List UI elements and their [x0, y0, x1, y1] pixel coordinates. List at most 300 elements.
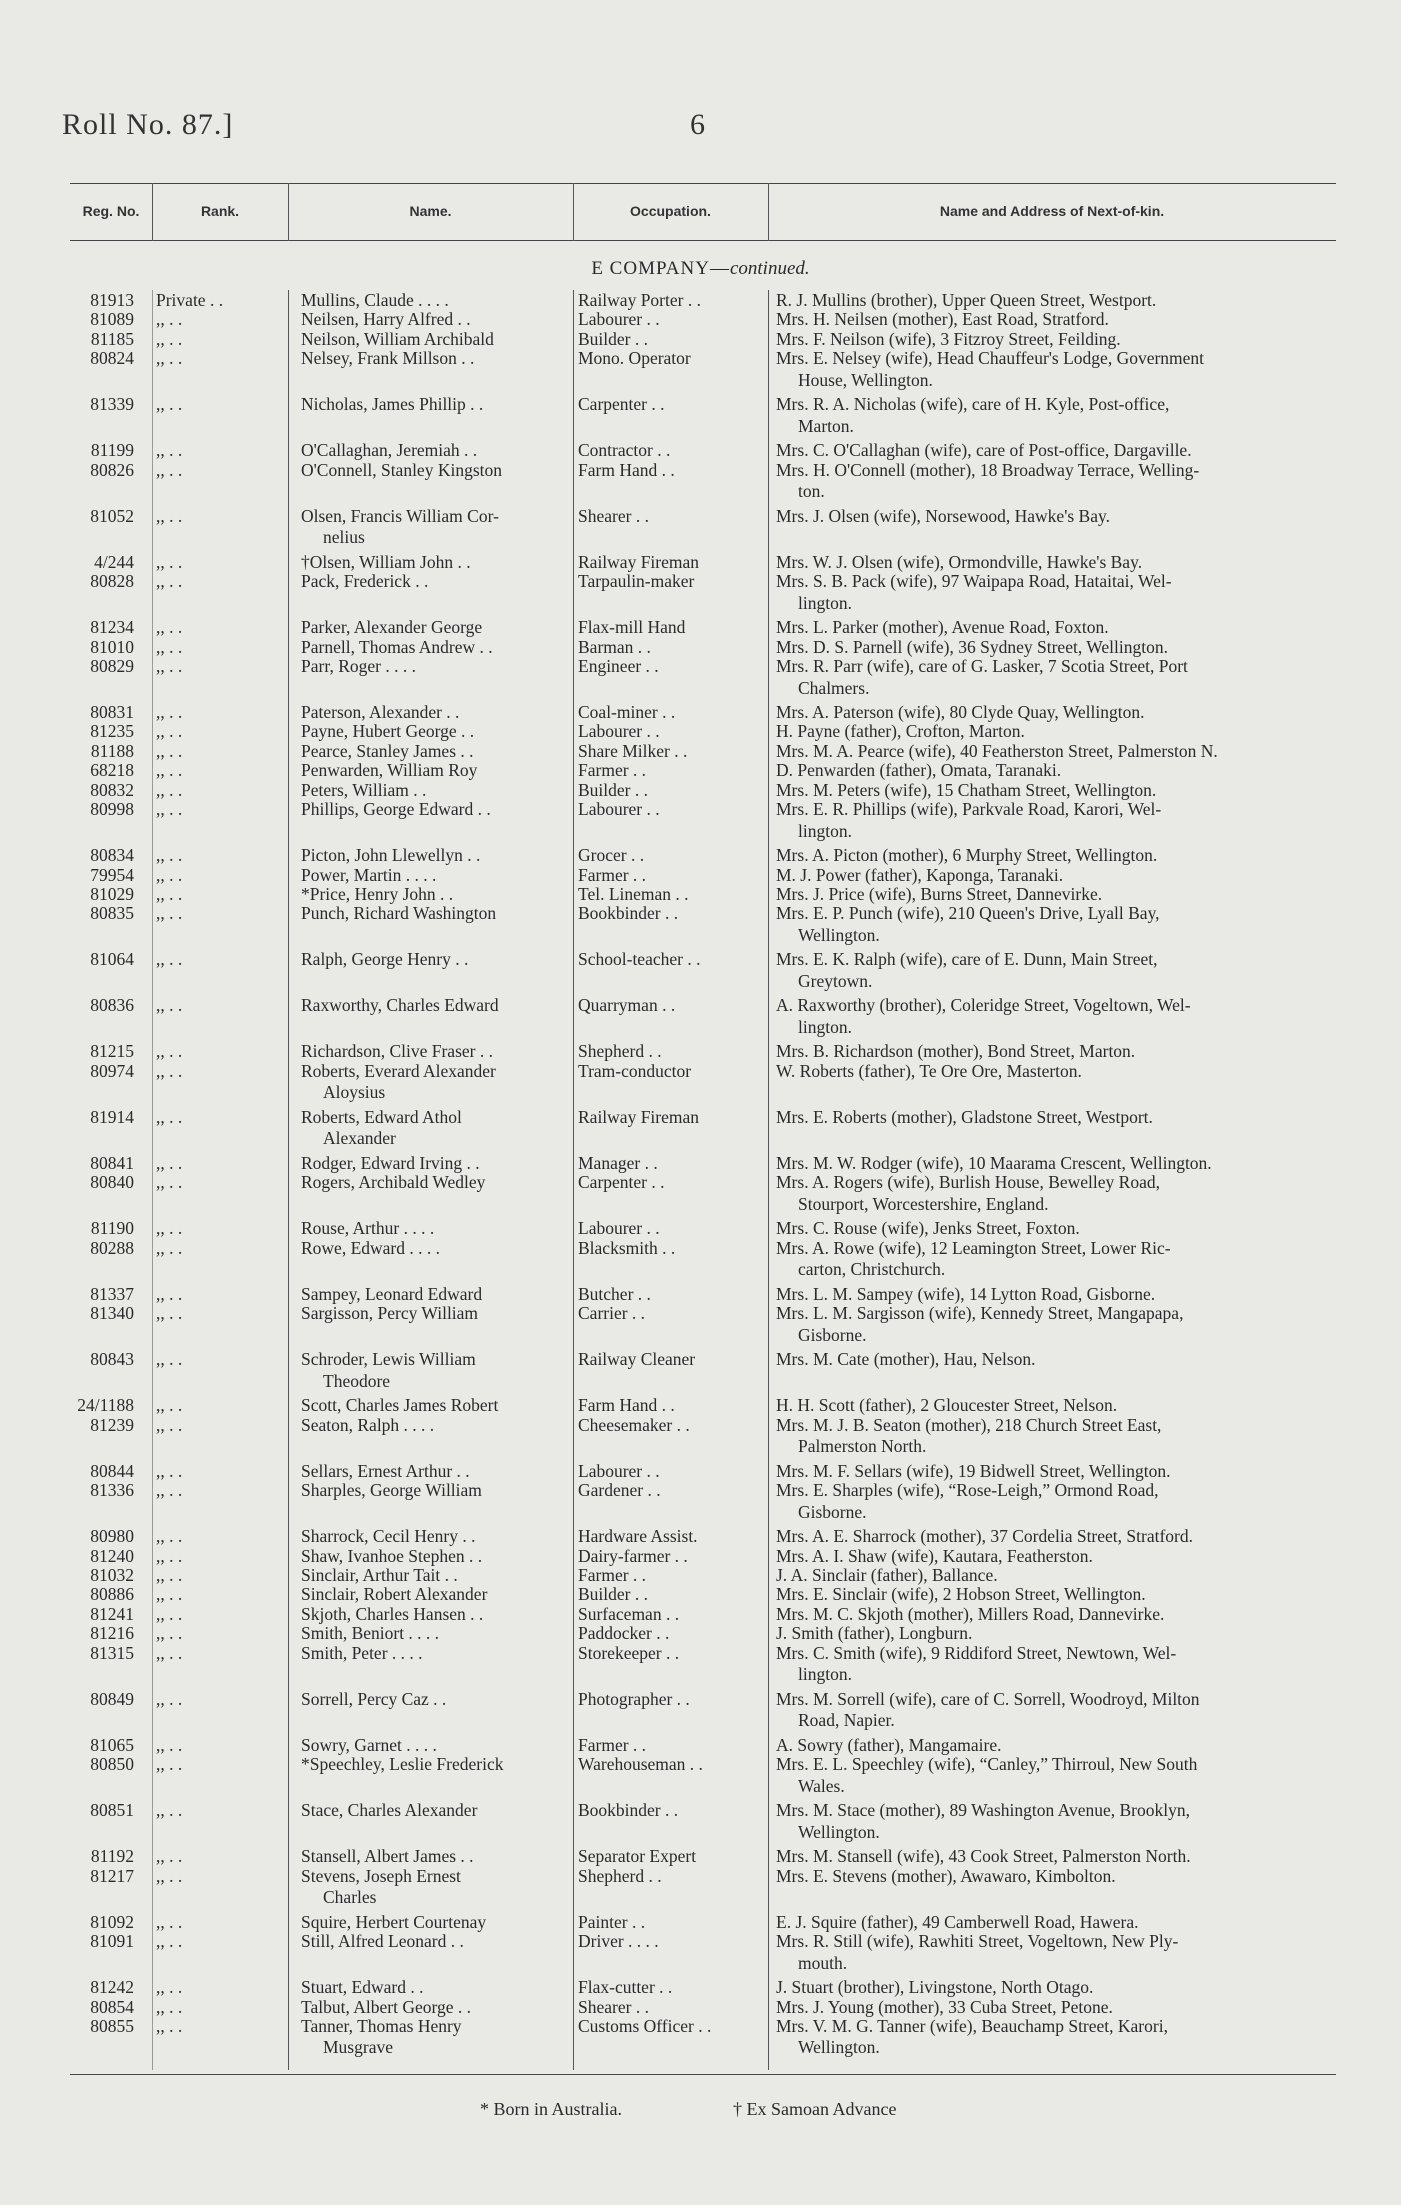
- next-of-kin-cell-text: J. Stuart (brother), Livingstone, North Otago.: [776, 1977, 1094, 1998]
- reg-no-cell: [50, 1041, 134, 1063]
- occupation-cell-text: Storekeeper . .: [578, 1642, 680, 1663]
- reg-no-cell-text: 68218: [90, 760, 134, 781]
- name-cell-text: Roberts, Everard Alexander: [301, 1060, 496, 1081]
- name-cell: [301, 1303, 569, 1325]
- name-cell: [301, 1565, 569, 1587]
- next-of-kin-cell-text: Mrs. H. Neilsen (mother), East Road, Stratford.: [776, 309, 1109, 330]
- reg-no-cell: [50, 1800, 134, 1822]
- occupation-cell-text: Farm Hand . .: [578, 459, 675, 480]
- next-of-kin-cell: [776, 1415, 1346, 1458]
- reg-no-cell: [50, 1172, 134, 1194]
- rank-cell-text: ,, . .: [156, 1565, 183, 1586]
- next-of-kin-cell-continuation: lington.: [798, 1016, 852, 1037]
- next-of-kin-cell-text: Mrs. L. Parker (mother), Avenue Road, Foxton.: [776, 617, 1109, 638]
- reg-no-cell: [50, 702, 134, 724]
- name-cell: [301, 1997, 569, 2019]
- occupation-cell-text: Bookbinder . .: [578, 903, 679, 924]
- reg-no-cell: [50, 1415, 134, 1437]
- occupation-cell: [578, 1689, 763, 1711]
- reg-no-cell: [50, 903, 134, 925]
- occupation-cell-text: Hardware Assist.: [578, 1526, 698, 1547]
- reg-no-cell-text: 81217: [90, 1865, 134, 1886]
- col-header-rank: Rank.: [200, 203, 240, 219]
- rank-cell-text: ,, . .: [156, 845, 183, 866]
- rank-cell-text: ,, . .: [156, 949, 183, 970]
- rank-cell-text: ,, . .: [156, 1106, 183, 1127]
- next-of-kin-cell: [776, 721, 1346, 743]
- next-of-kin-cell-text: Mrs. W. J. Olsen (wife), Ormondville, Hawke's Bay.: [776, 551, 1143, 572]
- rank-cell: [156, 1153, 286, 1175]
- reg-no-cell-text: 81064: [90, 949, 134, 970]
- rank-cell-text: ,, . .: [156, 779, 183, 800]
- reg-no-cell: [50, 1735, 134, 1757]
- rank-cell-text: ,, . .: [156, 328, 183, 349]
- occupation-cell-text: Grocer . .: [578, 845, 645, 866]
- name-cell-text: Olsen, Francis William Cor-: [301, 505, 499, 526]
- next-of-kin-cell: [776, 1997, 1346, 2019]
- occupation-cell: [578, 995, 763, 1017]
- reg-no-cell-text: 80824: [90, 348, 134, 369]
- name-cell: [301, 290, 569, 312]
- name-cell-text: Pack, Frederick . .: [301, 571, 429, 592]
- reg-no-cell: [50, 1238, 134, 1260]
- name-cell: [301, 1461, 569, 1483]
- next-of-kin-cell: [776, 1153, 1346, 1175]
- reg-no-cell: [50, 1754, 134, 1776]
- reg-no-cell-text: 81091: [90, 1931, 134, 1952]
- reg-no-cell-text: 80886: [90, 1584, 134, 1605]
- reg-no-cell-text: 81914: [90, 1106, 134, 1127]
- rank-cell-text: ,, . .: [156, 1414, 183, 1435]
- reg-no-cell-text: 80841: [90, 1152, 134, 1173]
- name-cell-text: Penwarden, William Roy: [301, 760, 478, 781]
- next-of-kin-cell-text: Mrs. A. Picton (mother), 6 Murphy Street, Wellington.: [776, 845, 1158, 866]
- name-cell: [301, 348, 569, 370]
- rank-cell-text: Private . .: [156, 290, 224, 310]
- next-of-kin-cell-text: Mrs. E. Stevens (mother), Awawaro, Kimbolton.: [776, 1865, 1116, 1886]
- name-cell-text: Picton, John Llewellyn . .: [301, 845, 481, 866]
- next-of-kin-cell-continuation: mouth.: [798, 1952, 848, 1973]
- reg-no-cell-text: 79954: [90, 864, 134, 885]
- name-cell-text: Payne, Hubert George . .: [301, 721, 475, 742]
- reg-no-cell: [50, 656, 134, 678]
- rank-cell: [156, 394, 286, 416]
- rank-cell: [156, 903, 286, 925]
- occupation-cell-text: Farmer . .: [578, 1565, 647, 1586]
- next-of-kin-cell: [776, 348, 1346, 391]
- occupation-cell-text: Shepherd . .: [578, 1865, 662, 1886]
- occupation-cell: [578, 1846, 763, 1868]
- name-cell: [301, 1349, 569, 1392]
- name-cell-text: Sinclair, Arthur Tait . .: [301, 1565, 458, 1586]
- next-of-kin-cell-text: Mrs. J. Young (mother), 33 Cuba Street, Petone.: [776, 1996, 1113, 2017]
- rank-cell-text: ,, . .: [156, 799, 183, 820]
- next-of-kin-cell-continuation: Palmerston North.: [798, 1436, 927, 1457]
- rank-cell-text: ,, . .: [156, 1283, 183, 1304]
- next-of-kin-cell: [776, 1584, 1346, 1606]
- next-of-kin-cell-continuation: carton, Christchurch.: [798, 1259, 946, 1280]
- next-of-kin-cell: [776, 552, 1346, 574]
- occupation-cell: [578, 506, 763, 528]
- reg-no-cell: [50, 552, 134, 574]
- occupation-cell: [578, 290, 763, 312]
- name-cell: [301, 1977, 569, 1999]
- occupation-cell-text: Contractor . .: [578, 440, 671, 461]
- rank-cell-text: ,, . .: [156, 1041, 183, 1062]
- rank-cell: [156, 1846, 286, 1868]
- next-of-kin-cell: [776, 571, 1346, 614]
- rank-cell: [156, 1977, 286, 1999]
- occupation-cell-text: Shepherd . .: [578, 1041, 662, 1062]
- next-of-kin-cell-text: Mrs. A. E. Sharrock (mother), 37 Cordelia Street, Stratford.: [776, 1526, 1193, 1547]
- rank-cell: [156, 440, 286, 462]
- name-cell-text: Rodger, Edward Irving . .: [301, 1152, 480, 1173]
- rank-cell-text: ,, . .: [156, 1800, 183, 1821]
- occupation-cell-text: Builder . .: [578, 1584, 648, 1605]
- next-of-kin-cell-text: Mrs. E. Nelsey (wife), Head Chauffeur's Lodge, Government: [776, 348, 1205, 369]
- rank-cell-text: ,, . .: [156, 1603, 183, 1624]
- occupation-cell-text: Manager . .: [578, 1152, 658, 1173]
- rank-cell: [156, 2016, 286, 2038]
- occupation-cell: [578, 1565, 763, 1587]
- reg-no-cell: [50, 1303, 134, 1325]
- next-of-kin-cell: [776, 329, 1346, 351]
- rank-cell: [156, 1526, 286, 1548]
- name-cell: [301, 394, 569, 416]
- next-of-kin-cell-text: Mrs. R. Parr (wife), care of G. Lasker, 7 Scotia Street, Port: [776, 656, 1188, 677]
- rank-cell: [156, 1238, 286, 1260]
- rank-cell: [156, 1866, 286, 1888]
- occupation-cell: [578, 1041, 763, 1063]
- occupation-cell-text: Tram-conductor: [578, 1060, 692, 1081]
- occupation-cell-text: Separator Expert: [578, 1846, 697, 1867]
- occupation-cell: [578, 1912, 763, 1934]
- occupation-cell-text: Barman . .: [578, 636, 651, 657]
- reg-no-cell: [50, 1846, 134, 1868]
- next-of-kin-cell-text: Mrs. J. Olsen (wife), Norsewood, Hawke's Bay.: [776, 505, 1110, 526]
- reg-no-cell: [50, 440, 134, 462]
- rank-cell-text: ,, . .: [156, 1623, 183, 1644]
- body-rule-name: [288, 290, 289, 2070]
- name-cell-text: Shaw, Ivanhoe Stephen . .: [301, 1545, 483, 1566]
- next-of-kin-cell-text: Mrs. E. Sharples (wife), “Rose-Leigh,” Ormond Road,: [776, 1480, 1159, 1501]
- name-cell-text: Neilsen, Harry Alfred . .: [301, 309, 471, 330]
- name-cell-text: Pearce, Stanley James . .: [301, 740, 474, 761]
- next-of-kin-cell-text: Mrs. B. Richardson (mother), Bond Street, Marton.: [776, 1041, 1136, 1062]
- occupation-cell: [578, 552, 763, 574]
- occupation-cell: [578, 903, 763, 925]
- name-cell: [301, 884, 569, 906]
- next-of-kin-cell-text: Mrs. A. Rogers (wife), Burlish House, Bewelley Road,: [776, 1172, 1160, 1193]
- occupation-cell-text: Gardener . .: [578, 1480, 661, 1501]
- reg-no-cell-text: 81241: [90, 1603, 134, 1624]
- rank-cell: [156, 1415, 286, 1437]
- occupation-cell-text: Cheesemaker . .: [578, 1414, 690, 1435]
- next-of-kin-cell: [776, 760, 1346, 782]
- next-of-kin-cell: [776, 1461, 1346, 1483]
- name-cell-text: Stevens, Joseph Ernest: [301, 1865, 461, 1886]
- rank-cell-text: ,, . .: [156, 1349, 183, 1370]
- reg-no-cell: [50, 1218, 134, 1240]
- reg-no-cell-text: 81242: [90, 1977, 134, 1998]
- name-cell: [301, 506, 569, 549]
- reg-no-cell-text: 80851: [90, 1800, 134, 1821]
- rank-cell-text: ,, . .: [156, 1996, 183, 2017]
- occupation-cell: [578, 637, 763, 659]
- rank-cell: [156, 329, 286, 351]
- occupation-cell: [578, 440, 763, 462]
- section-heading: [0, 258, 1401, 280]
- name-cell: [301, 2016, 569, 2059]
- name-cell: [301, 845, 569, 867]
- occupation-cell: [578, 949, 763, 971]
- next-of-kin-cell: [776, 741, 1346, 763]
- next-of-kin-cell: [776, 1395, 1346, 1417]
- occupation-cell: [578, 1623, 763, 1645]
- occupation-cell: [578, 799, 763, 821]
- reg-no-cell: [50, 721, 134, 743]
- reg-no-cell: [50, 1689, 134, 1711]
- name-cell-text: O'Callaghan, Jeremiah . .: [301, 440, 478, 461]
- occupation-cell: [578, 845, 763, 867]
- occupation-cell: [578, 760, 763, 782]
- reg-no-cell-text: 80834: [90, 845, 134, 866]
- reg-no-cell-text: 81192: [90, 1846, 134, 1867]
- name-cell-text: Peters, William . .: [301, 779, 427, 800]
- next-of-kin-cell-continuation: House, Wellington.: [798, 369, 933, 390]
- occupation-cell: [578, 394, 763, 416]
- name-cell: [301, 1041, 569, 1063]
- next-of-kin-cell-text: Mrs. C. O'Callaghan (wife), care of Post-office, Dargaville.: [776, 440, 1192, 461]
- rank-cell-text: ,, . .: [156, 571, 183, 592]
- occupation-cell-text: Shearer . .: [578, 505, 649, 526]
- next-of-kin-cell-text: R. J. Mullins (brother), Upper Queen Street, Westport.: [776, 290, 1157, 310]
- next-of-kin-cell-text: Mrs. D. S. Parnell (wife), 36 Sydney Street, Wellington.: [776, 636, 1168, 657]
- name-cell-text: Stansell, Albert James . .: [301, 1846, 474, 1867]
- rank-cell: [156, 721, 286, 743]
- occupation-cell: [578, 1643, 763, 1665]
- reg-no-cell: [50, 1604, 134, 1626]
- next-of-kin-cell-text: Mrs. E. Roberts (mother), Gladstone Street, Westport.: [776, 1106, 1153, 1127]
- reg-no-cell: [50, 741, 134, 763]
- reg-no-cell: [50, 290, 134, 312]
- next-of-kin-cell: [776, 637, 1346, 659]
- rank-cell-text: ,, . .: [156, 1526, 183, 1547]
- rank-cell-text: ,, . .: [156, 348, 183, 369]
- next-of-kin-cell-text: Mrs. V. M. G. Tanner (wife), Beauchamp Street, Karori,: [776, 2015, 1168, 2036]
- reg-no-cell-text: 81089: [90, 309, 134, 330]
- name-cell-continuation: Aloysius: [323, 1082, 386, 1103]
- next-of-kin-cell-text: D. Penwarden (father), Omata, Taranaki.: [776, 760, 1062, 781]
- reg-no-cell: [50, 1107, 134, 1129]
- rank-cell: [156, 1912, 286, 1934]
- reg-no-cell-text: 80998: [90, 799, 134, 820]
- name-cell-text: Still, Alfred Leonard . .: [301, 1931, 464, 1952]
- name-cell: [301, 1238, 569, 1260]
- name-cell: [301, 721, 569, 743]
- name-cell: [301, 552, 569, 574]
- reg-no-cell-text: 81339: [90, 394, 134, 415]
- next-of-kin-cell: [776, 617, 1346, 639]
- reg-no-cell: [50, 1480, 134, 1502]
- section-subtitle: continued.: [729, 258, 810, 279]
- name-cell: [301, 1754, 569, 1776]
- occupation-cell-text: Photographer . .: [578, 1688, 690, 1709]
- occupation-cell: [578, 1977, 763, 1999]
- rank-cell: [156, 995, 286, 1017]
- occupation-cell: [578, 1395, 763, 1417]
- reg-no-cell-text: 81052: [90, 505, 134, 526]
- reg-no-cell: [50, 394, 134, 416]
- reg-no-cell: [50, 845, 134, 867]
- name-cell: [301, 741, 569, 763]
- rank-cell: [156, 348, 286, 370]
- next-of-kin-cell-text: Mrs. C. Rouse (wife), Jenks Street, Foxton.: [776, 1218, 1080, 1239]
- next-of-kin-cell-text: A. Raxworthy (brother), Coleridge Street, Vogeltown, Wel-: [776, 995, 1191, 1016]
- occupation-cell-text: Mono. Operator: [578, 348, 691, 369]
- name-cell-text: Skjoth, Charles Hansen . .: [301, 1603, 484, 1624]
- name-cell-text: Smith, Peter . . . .: [301, 1642, 423, 1663]
- reg-no-cell-text: 81010: [90, 636, 134, 657]
- name-cell: [301, 1395, 569, 1417]
- header-rule-top: [70, 183, 1336, 184]
- rank-cell: [156, 617, 286, 639]
- name-cell-continuation: nelius: [323, 527, 365, 548]
- next-of-kin-cell-text: Mrs. S. B. Pack (wife), 97 Waipapa Road, Hataitai, Wel-: [776, 571, 1172, 592]
- name-cell: [301, 1623, 569, 1645]
- reg-no-cell-text: 81185: [90, 328, 134, 349]
- occupation-cell-text: Surfaceman . .: [578, 1603, 680, 1624]
- name-cell: [301, 1584, 569, 1606]
- rank-cell-text: ,, . .: [156, 721, 183, 742]
- name-cell: [301, 799, 569, 821]
- occupation-cell-text: Share Milker . .: [578, 740, 688, 761]
- next-of-kin-cell-text: J. Smith (father), Longburn.: [776, 1623, 973, 1644]
- next-of-kin-cell-text: Mrs. M. Peters (wife), 15 Chatham Street, Wellington.: [776, 779, 1157, 800]
- reg-no-cell: [50, 329, 134, 351]
- reg-no-cell: [50, 2016, 134, 2038]
- occupation-cell-text: Tel. Lineman . .: [578, 883, 689, 904]
- reg-no-cell: [50, 637, 134, 659]
- occupation-cell-text: Labourer . .: [578, 799, 660, 820]
- next-of-kin-cell: [776, 1754, 1346, 1797]
- next-of-kin-cell-text: M. J. Power (father), Kaponga, Taranaki.: [776, 864, 1064, 885]
- reg-no-cell-text: 80855: [90, 2015, 134, 2036]
- rank-cell: [156, 865, 286, 887]
- occupation-cell: [578, 884, 763, 906]
- rank-cell: [156, 741, 286, 763]
- rank-cell-text: ,, . .: [156, 1584, 183, 1605]
- rank-cell: [156, 571, 286, 593]
- next-of-kin-cell-text: Mrs. M. Sorrell (wife), care of C. Sorrell, Woodroyd, Milton: [776, 1688, 1200, 1709]
- name-cell-text: Sharples, George William: [301, 1480, 482, 1501]
- name-cell-continuation: Alexander: [323, 1128, 396, 1149]
- next-of-kin-cell: [776, 1565, 1346, 1587]
- name-cell: [301, 702, 569, 724]
- next-of-kin-cell-text: E. J. Squire (father), 49 Camberwell Road, Hawera.: [776, 1911, 1139, 1932]
- rank-cell-text: ,, . .: [156, 760, 183, 781]
- rank-cell-text: ,, . .: [156, 1642, 183, 1663]
- col-header-next-of-kin: Name and Address of Next-of-kin.: [939, 203, 1165, 219]
- next-of-kin-cell-text: Mrs. J. Price (wife), Burns Street, Dannevirke.: [776, 883, 1103, 904]
- occupation-cell: [578, 460, 763, 482]
- rank-cell-text: ,, . .: [156, 864, 183, 885]
- col-header-name: Name.: [409, 203, 452, 219]
- name-cell-text: Roberts, Edward Athol: [301, 1106, 462, 1127]
- next-of-kin-cell: [776, 1480, 1346, 1523]
- name-cell: [301, 995, 569, 1017]
- rank-cell: [156, 506, 286, 528]
- occupation-cell-text: Shearer . .: [578, 1996, 649, 2017]
- rank-cell: [156, 1303, 286, 1325]
- next-of-kin-cell-continuation: Gisborne.: [798, 1324, 867, 1345]
- next-of-kin-cell: [776, 1735, 1346, 1757]
- page-number: 6: [690, 108, 705, 141]
- body-rule-kin: [768, 290, 769, 2070]
- occupation-cell: [578, 1238, 763, 1260]
- name-cell-text: Sampey, Leonard Edward: [301, 1283, 483, 1304]
- next-of-kin-cell: [776, 1846, 1346, 1868]
- occupation-cell: [578, 1218, 763, 1240]
- name-cell: [301, 780, 569, 802]
- name-cell: [301, 1912, 569, 1934]
- occupation-cell-text: Coal-miner . .: [578, 702, 676, 723]
- name-cell: [301, 571, 569, 593]
- occupation-cell: [578, 1303, 763, 1325]
- next-of-kin-cell-text: A. Sowry (father), Mangamaire.: [776, 1734, 1002, 1755]
- next-of-kin-cell-text: Mrs. M. Stansell (wife), 43 Cook Street, Palmerston North.: [776, 1846, 1191, 1867]
- reg-no-cell: [50, 780, 134, 802]
- next-of-kin-cell-text: Mrs. E. L. Speechley (wife), “Canley,” Thirroul, New South: [776, 1754, 1198, 1775]
- reg-no-cell-text: 4/244: [94, 551, 134, 572]
- reg-no-cell: [50, 1461, 134, 1483]
- name-cell: [301, 1526, 569, 1548]
- next-of-kin-cell: [776, 1604, 1346, 1626]
- rank-cell-text: ,, . .: [156, 1754, 183, 1775]
- occupation-cell-text: Builder . .: [578, 779, 648, 800]
- col-header-occupation: Occupation.: [630, 203, 711, 219]
- next-of-kin-cell-text: Mrs. M. Cate (mother), Hau, Nelson.: [776, 1349, 1036, 1370]
- next-of-kin-cell: [776, 1303, 1346, 1346]
- name-cell: [301, 1866, 569, 1909]
- occupation-cell: [578, 1172, 763, 1194]
- reg-no-cell-text: 24/1188: [77, 1395, 134, 1416]
- rank-cell-text: ,, . .: [156, 1172, 183, 1193]
- name-cell: [301, 309, 569, 331]
- rank-cell-text: ,, . .: [156, 617, 183, 638]
- rank-cell: [156, 1565, 286, 1587]
- reg-no-cell-text: 81340: [90, 1303, 134, 1324]
- next-of-kin-cell: [776, 1172, 1346, 1215]
- next-of-kin-cell: [776, 460, 1346, 503]
- occupation-cell-text: Tarpaulin-maker: [578, 571, 695, 592]
- name-cell-text: Schroder, Lewis William: [301, 1349, 476, 1370]
- occupation-cell-text: Carrier . .: [578, 1303, 646, 1324]
- name-cell: [301, 1284, 569, 1306]
- roll-number: Roll No. 87.]: [62, 108, 234, 141]
- reg-no-cell: [50, 617, 134, 639]
- name-cell: [301, 865, 569, 887]
- reg-no-cell-text: 81336: [90, 1480, 134, 1501]
- rank-cell: [156, 1754, 286, 1776]
- name-cell-continuation: Musgrave: [323, 2037, 393, 2058]
- rank-cell-text: ,, . .: [156, 440, 183, 461]
- rank-cell-text: ,, . .: [156, 1734, 183, 1755]
- rank-cell-text: ,, . .: [156, 1480, 183, 1501]
- occupation-cell-text: Railway Fireman: [578, 551, 700, 572]
- occupation-cell-text: Quarryman . .: [578, 995, 676, 1016]
- body-rule-occ: [573, 290, 574, 2070]
